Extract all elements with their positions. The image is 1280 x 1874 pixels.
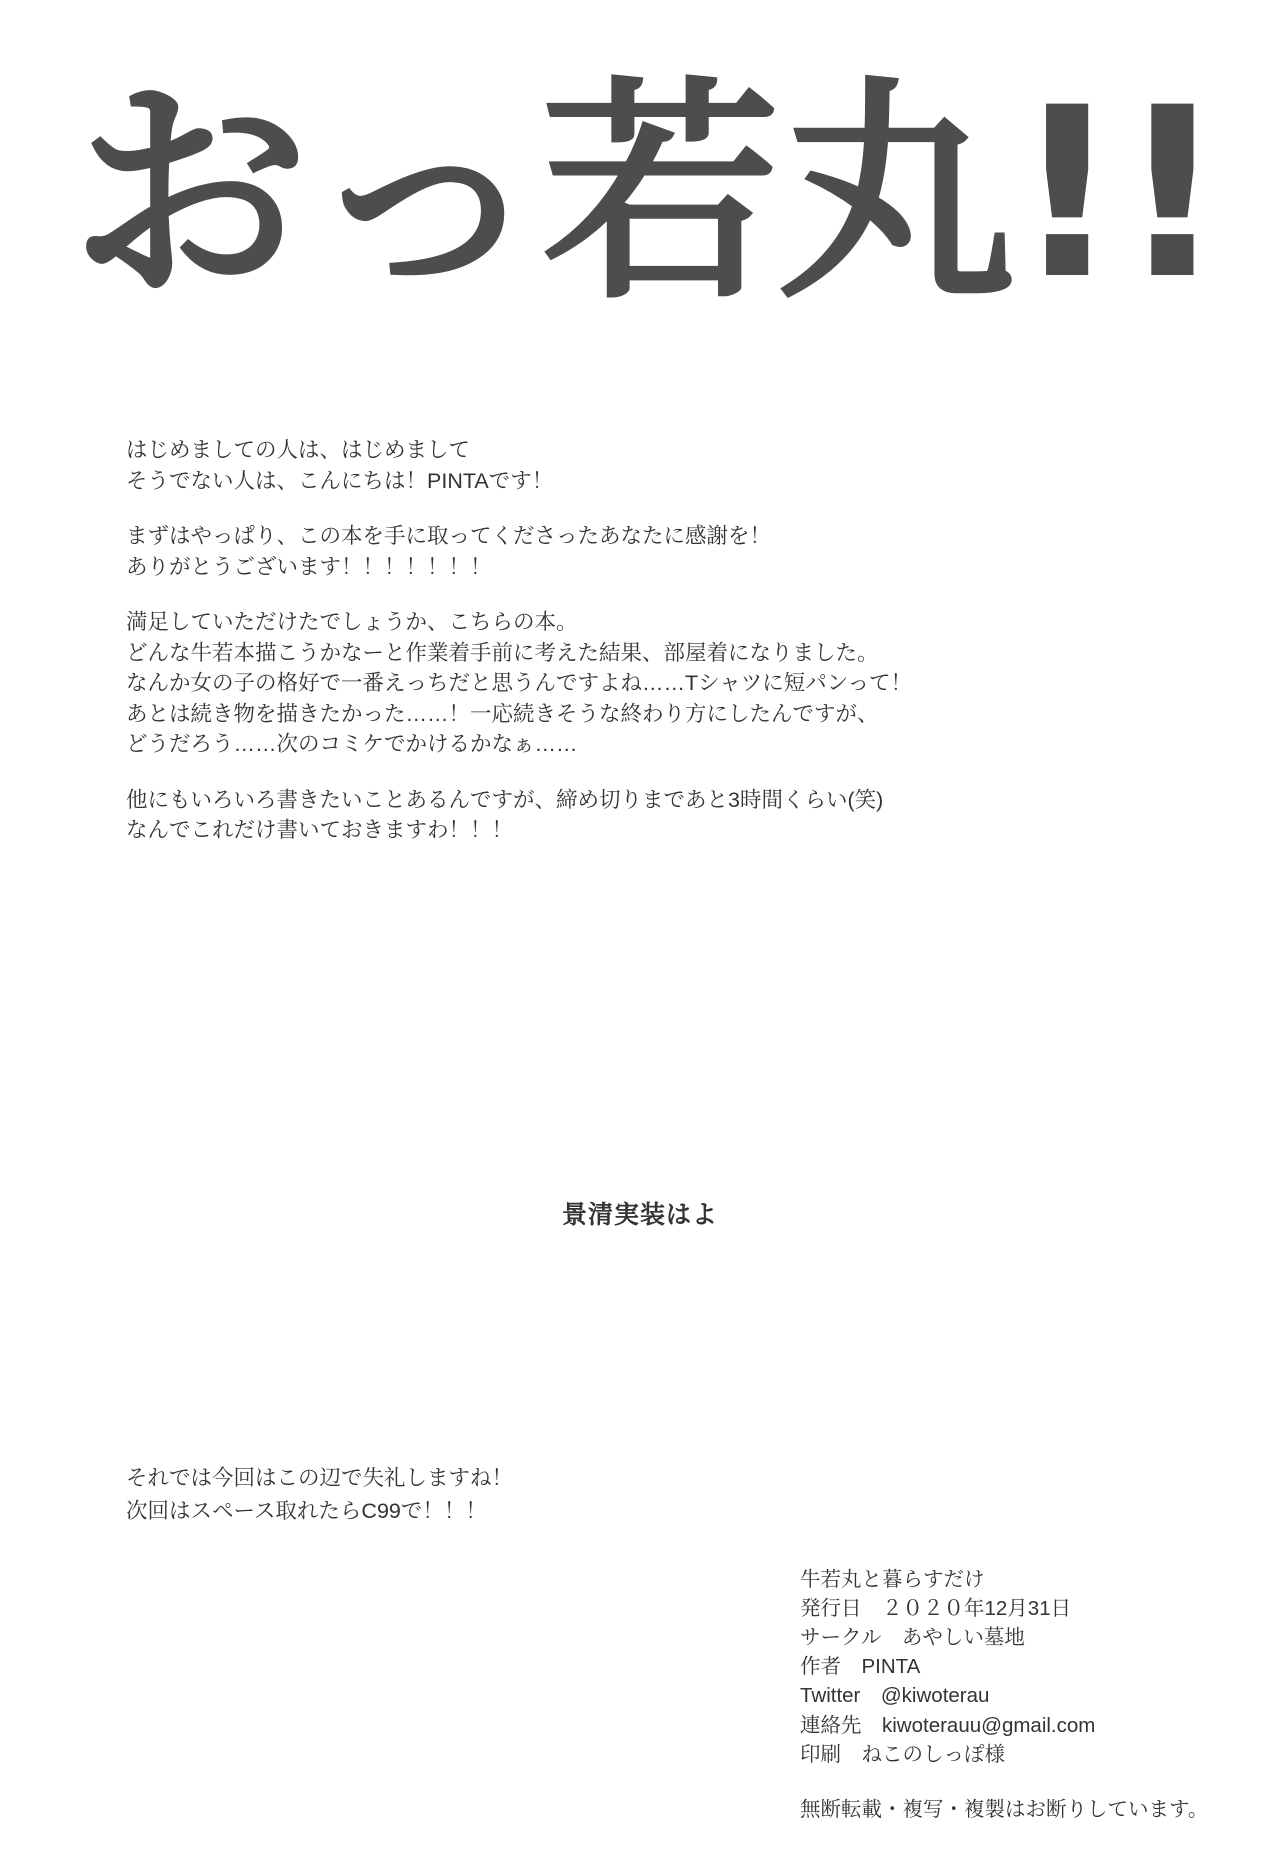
- colophon: [800, 1565, 1220, 1824]
- afterword-line: ありがとうございます！！！！！！！: [126, 554, 492, 579]
- afterword-line: そうでない人は、こんにちは！PINTAです！: [126, 468, 554, 493]
- afterword-body: [126, 440, 1126, 876]
- colophon-circle: サークル あやしい墓地: [800, 1626, 1025, 1650]
- afterword-line: はじめましての人は、はじめまして: [126, 438, 471, 462]
- centered-note: 景清実装はよ: [561, 1201, 718, 1229]
- afterword-paragraph: [126, 612, 1126, 756]
- colophon-book-title: 牛若丸と暮らすだけ: [800, 1568, 985, 1591]
- afterword-line: 他にもいろいろ書きたいことあるんですが、締め切りまであと3時間くらい(笑): [126, 787, 884, 812]
- colophon-author: 作者 PINTA: [800, 1655, 921, 1679]
- afterword-line: まずはやっぱり、この本を手に取ってくださったあなたに感謝を！: [126, 524, 772, 548]
- colophon-publish-date: 発行日 ２０２０年12月31日: [800, 1597, 1072, 1621]
- afterword-line: どんな牛若本描こうかなーと作業着手前に考えた結果、部屋着になりました。: [126, 640, 879, 665]
- closing-line: 次回はスペース取れたらC99で！！！: [126, 1499, 487, 1524]
- closing-message: [126, 1462, 826, 1529]
- afterword-paragraph: [126, 526, 1126, 578]
- afterword-line: どうだろう……次のコミケでかけるかなぁ……: [126, 732, 578, 756]
- colophon-copyright-notice: 無断転載・複写・複製はお断りしています。: [800, 1797, 1209, 1821]
- afterword-line: なんか女の子の格好で一番えっちだと思うんですよね……Tシャツに短パンって！: [126, 671, 913, 695]
- closing-line: それでは今回はこの辺で失礼しますね！: [126, 1466, 514, 1490]
- afterword-line: なんでこれだけ書いておきますわ！！！: [126, 818, 514, 842]
- colophon-twitter: Twitter @kiwoterau: [800, 1684, 990, 1708]
- afterword-line: 満足していただけたでしょうか、こちらの本。: [126, 610, 578, 634]
- colophon-contact: 連絡先 kiwoterauu@gmail.com: [800, 1713, 1096, 1737]
- afterword-paragraph: [126, 787, 1126, 842]
- afterword-paragraph: [126, 440, 1126, 492]
- colophon-printer: 印刷 ねこのしっぽ様: [800, 1742, 1005, 1766]
- afterword-line: あとは続き物を描きたかった……！一応続きそうな終わり方にしたんですが、: [126, 701, 879, 726]
- page-title: おっ若丸!!: [70, 58, 1223, 331]
